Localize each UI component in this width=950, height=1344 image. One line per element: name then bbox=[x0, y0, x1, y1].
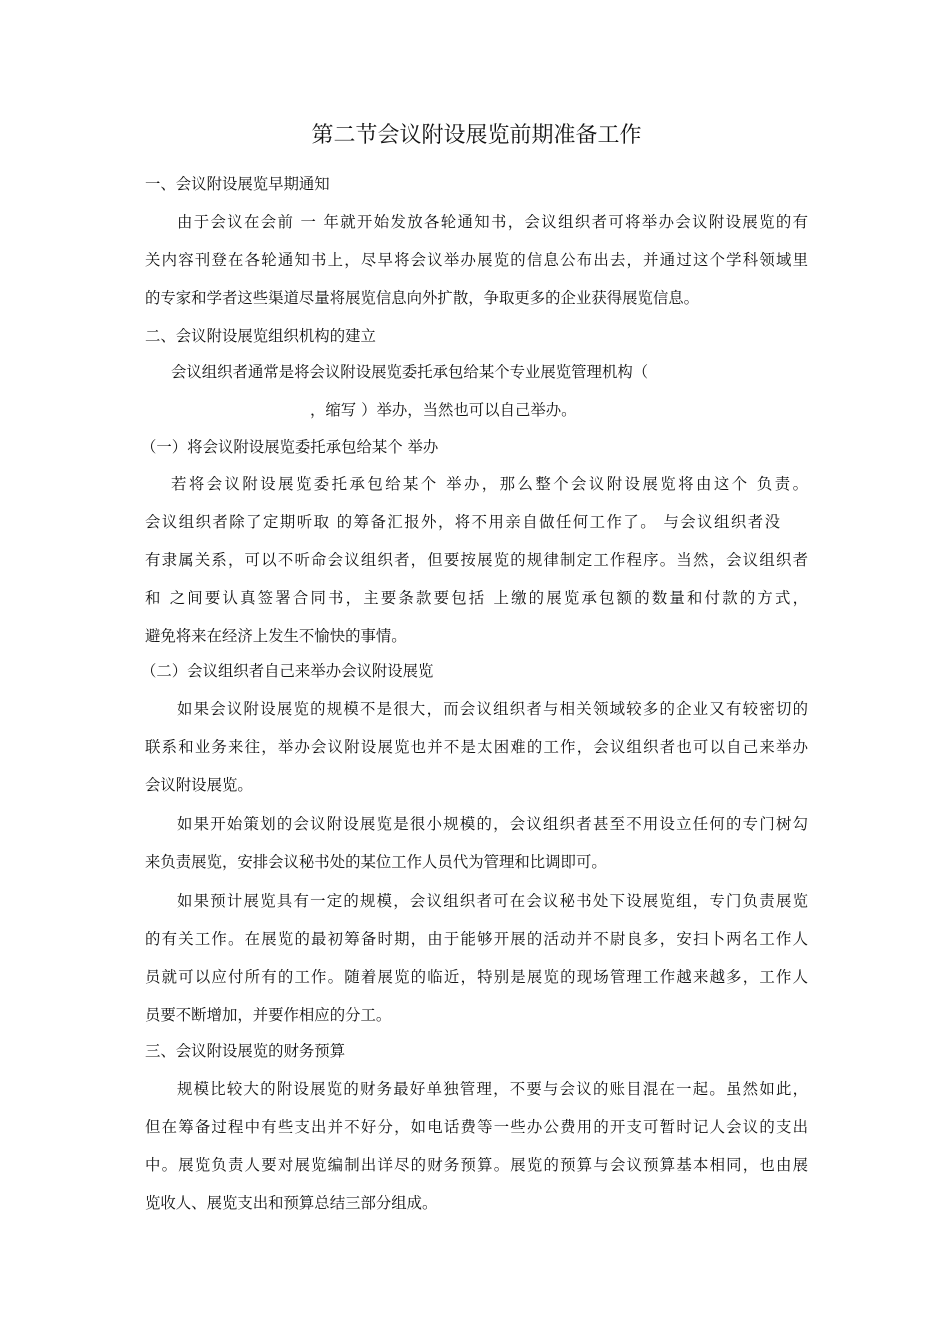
section-heading-3: 三、会议附设展览的财务预算 bbox=[145, 1042, 346, 1060]
paragraph-line: 会议附设展览。 bbox=[145, 776, 253, 794]
paragraph-line: 员要不断增加，并要作相应的分工。 bbox=[145, 1006, 392, 1024]
paragraph-line: 和 之间要认真签署合同书，主要条款要包括 上缴的展览承包额的数量和付款的方式， bbox=[145, 589, 808, 607]
paragraph-line: 如果开始策划的会议附设展览是很小规模的，会议组织者甚至不用设立任何的专门树勾 bbox=[177, 815, 808, 833]
page-title: 第二节会议附设展览前期准备工作 bbox=[311, 123, 642, 148]
section-heading-1: 一、会议附设展览早期通知 bbox=[145, 175, 330, 193]
paragraph-line: 的专家和学者这些渠道尽量将展览信息向外扩散，争取更多的企业获得展览信息。 bbox=[145, 289, 700, 307]
subsection-heading-2: （二）会议组织者自己来举办会议附设展览 bbox=[141, 662, 434, 680]
paragraph-line: 览收人、展览支出和预算总结三部分组成。 bbox=[145, 1194, 438, 1212]
paragraph-line: 如果会议附设展览的规模不是很大，而会议组织者与相关领域较多的企业又有较密切的 bbox=[177, 700, 808, 718]
document-page bbox=[141, 0, 808, 1344]
paragraph-line: 联系和业务来往，举办会议附设展览也并不是太困难的工作，会议组织者也可以自己来举办 bbox=[145, 738, 808, 756]
paragraph-line: ，缩写 ）举办，当然也可以自己举办。 bbox=[310, 401, 577, 419]
subsection-heading-1: （一）将会议附设展览委托承包给某个 举办 bbox=[141, 438, 439, 456]
paragraph-line: 员就可以应付所有的工作。随着展览的临近，特别是展览的现场管理工作越来越多，工作人 bbox=[145, 968, 808, 986]
paragraph-line: 会议组织者除了定期听取 的筹备汇报外，将不用亲自做任何工作了。 与会议组织者没 bbox=[145, 513, 780, 531]
paragraph-line: 有隶属关系，可以不听命会议组织者，但要按展览的规律制定工作程序。当然，会议组织者 bbox=[145, 551, 808, 569]
paragraph-line: 关内容刊登在各轮通知书上，尽早将会议举办展览的信息公布出去，并通过这个学科领域里 bbox=[145, 251, 808, 269]
paragraph-line: 避免将来在经济上发生不愉快的事情。 bbox=[145, 627, 407, 645]
paragraph-line: 规模比较大的附设展览的财务最好单独管理，不要与会议的账目混在一起。虽然如此， bbox=[177, 1080, 808, 1098]
section-heading-2: 二、会议附设展览组织机构的建立 bbox=[145, 327, 376, 345]
paragraph-line: 但在筹备过程中有些支出并不好分，如电话费等一些办公费用的开支可暂时记人会议的支出 bbox=[145, 1118, 808, 1136]
paragraph-line: 中。展览负责人要对展览编制出详尽的财务预算。展览的预算与会议预算基本相同，也由展 bbox=[145, 1156, 808, 1174]
paragraph-line: 来负责展览，安排会议秘书处的某位工作人员代为管理和比调即可。 bbox=[145, 853, 607, 871]
paragraph-line: 的有关工作。在展览的最初筹备时期，由于能够开展的活动并不尉良多，安扫卜两名工作人 bbox=[145, 930, 808, 948]
paragraph-line: 会议组织者通常是将会议附设展览委托承包给某个专业展览管理机构（ bbox=[171, 363, 649, 381]
paragraph-line: 由于会议在会前 一 年就开始发放各轮通知书，会议组织者可将举办会议附设展览的有 bbox=[177, 213, 808, 231]
paragraph-line: 若将会议附设展览委托承包给某个 举办，那么整个会议附设展览将由这个 负责。 bbox=[171, 475, 808, 493]
paragraph-line: 如果预计展览具有一定的规模，会议组织者可在会议秘书处下设展览组，专门负责展览 bbox=[177, 892, 808, 910]
